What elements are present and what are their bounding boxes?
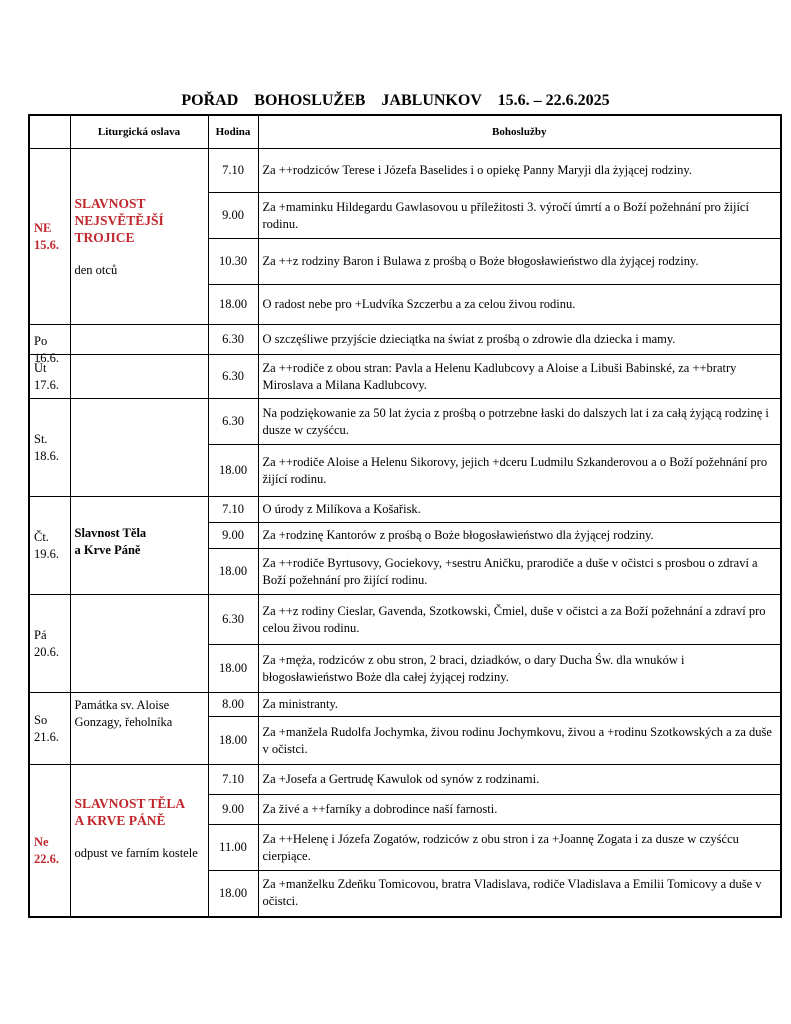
day-cell: Ne 22.6.: [29, 765, 70, 917]
day-cell: Pá 20.6.: [29, 595, 70, 693]
feast-title: SLAVNOST: [74, 195, 146, 211]
service-cell: Za +manžela Rudolfa Jochymka, živou rodinu Jochymkovu, živou a +rodinu Szotkowských a za duše v očistci.: [258, 717, 781, 765]
day-cell: NE 15.6.: [29, 149, 70, 325]
liturgy-cell: [70, 693, 208, 765]
feast-note: odpust ve farním kostele: [74, 846, 198, 860]
service-cell: O úrody z Milíkova a Košařisk.: [258, 497, 781, 523]
hour-cell: 18.00: [208, 717, 258, 765]
table-row: [29, 355, 781, 399]
service-cell: O szczęśliwe przyjście dzieciątka na świat z prośbą o zdrowie dla dziecka i mamy.: [258, 325, 781, 355]
hour-cell: 18.00: [208, 445, 258, 497]
service-cell: Za ministranty.: [258, 693, 781, 717]
day-cell: Po 16.6.: [29, 325, 70, 355]
service-cell: Na podziękowanie za 50 lat życia z prośbą o potrzebne łaski do dalszych lat i za całą żyjącą rodzinę i dusze w czyśćcu.: [258, 399, 781, 445]
hour-cell: 8.00: [208, 693, 258, 717]
hour-cell: 6.30: [208, 325, 258, 355]
feast-title: SLAVNOST TĚLA: [74, 796, 186, 811]
table-row: [29, 497, 781, 523]
hour-cell: 10.30: [208, 239, 258, 285]
hour-cell: 6.30: [208, 355, 258, 399]
hour-cell: 11.00: [208, 825, 258, 871]
feast-title: A KRVE PÁNĚ: [74, 813, 166, 828]
liturgy-cell: [70, 325, 208, 355]
hour-cell: 6.30: [208, 595, 258, 645]
day-cell: St. 18.6.: [29, 399, 70, 497]
service-cell: Za ++Helenę i Józefa Zogatów, rodziców z obu stron i za +Joannę Zogata i za dusze w czyśćcu cierpiące.: [258, 825, 781, 871]
hour-cell: 9.00: [208, 523, 258, 549]
day-cell: Út 17.6.: [29, 355, 70, 399]
table-row: [29, 325, 781, 355]
service-cell: Za ++rodziców Terese i Józefa Baselides i o opiekę Panny Maryji dla żyjącej rodziny.: [258, 149, 781, 193]
page-title: POŘAD BOHOSLUŽEB JABLUNKOV 15.6. – 22.6.2025: [181, 92, 610, 109]
table-row: [29, 595, 781, 645]
feast-title: NEJSVĚTĚJŠÍ: [74, 212, 164, 228]
service-cell: Za +manželku Zdeňku Tomicovou, bratra Vladislava, rodiče Vladislava a Emilii Tomicovy a duše v očistci.: [258, 871, 781, 917]
table-row: [29, 399, 781, 445]
hour-cell: 9.00: [208, 193, 258, 239]
hour-cell: 7.10: [208, 497, 258, 523]
liturgy-cell: [70, 765, 208, 917]
header-day: [29, 115, 70, 149]
hour-cell: 9.00: [208, 795, 258, 825]
hour-cell: 18.00: [208, 871, 258, 917]
schedule-table: [28, 114, 782, 918]
service-cell: Za +rodzinę Kantorów z prośbą o Boże błogosławieństwo dla żyjącej rodziny.: [258, 523, 781, 549]
liturgy-cell: [70, 497, 208, 595]
feast-title: Památka sv. Aloise: [74, 698, 170, 712]
day-cell: Čt. 19.6.: [29, 497, 70, 595]
liturgy-cell: [70, 355, 208, 399]
hour-cell: 18.00: [208, 645, 258, 693]
feast-title: TROJICE: [74, 229, 135, 245]
feast-title: Slavnost Těla: [74, 526, 147, 540]
service-cell: Za ++z rodiny Cieslar, Gavenda, Szotkowski, Čmiel, duše v očistci a za Boží požehnání a zdraví pro celou živou rodinu.: [258, 595, 781, 645]
service-cell: Za ++rodiče Byrtusovy, Gociekovy, +sestru Aničku, prarodiče a duše v očistci s prosbou o zdraví a Boží požehnání pro žijící rodinu.: [258, 549, 781, 595]
feast-title: Gonzagy, řeholníka: [74, 715, 173, 729]
hour-cell: 7.10: [208, 765, 258, 795]
day-cell: So 21.6.: [29, 693, 70, 765]
service-cell: Za ++rodiče Aloise a Helenu Sikorovy, jejich +dceru Ludmilu Szkanderovou a o Boží požehnání pro žijící rodinu.: [258, 445, 781, 497]
service-cell: Za živé a ++farníky a dobrodince naší farnosti.: [258, 795, 781, 825]
liturgy-cell: [70, 399, 208, 497]
service-cell: Za +maminku Hildegardu Gawlasovou u příležitosti 3. výročí úmrtí a o Boží požehnání pro žijící rodinu.: [258, 193, 781, 239]
hour-cell: 18.00: [208, 549, 258, 595]
hour-cell: 7.10: [208, 149, 258, 193]
feast-title: a Krve Páně: [74, 543, 141, 557]
service-cell: Za ++rodiče z obou stran: Pavla a Helenu Kadlubcovy a Aloise a Libuši Babinské, za ++bratry Miroslava a Milana Kadlubcovy.: [258, 355, 781, 399]
hour-cell: 18.00: [208, 285, 258, 325]
liturgy-cell: [70, 595, 208, 693]
service-cell: O radost nebe pro +Ludvíka Szczerbu a za celou živou rodinu.: [258, 285, 781, 325]
service-cell: Za +Josefa a Gertrudę Kawulok od synów z rodzinami.: [258, 765, 781, 795]
header-liturgy: Liturgická oslava: [70, 115, 208, 149]
table-row: [29, 765, 781, 795]
service-cell: Za +męża, rodziców z obu stron, 2 braci, dziadków, o dary Ducha Św. dla wnuków i błogosławieństwo Boże dla całej żyjącej rodziny.: [258, 645, 781, 693]
liturgy-cell: [70, 149, 208, 325]
header-hour: Hodina: [208, 115, 258, 149]
service-cell: Za ++z rodziny Baron i Bulawa z prośbą o Boże błogosławieństwo dla żyjącej rodziny.: [258, 239, 781, 285]
table-row: [29, 149, 781, 193]
table-row: [29, 693, 781, 717]
header-row: [29, 115, 781, 149]
feast-note: den otců: [74, 262, 118, 277]
hour-cell: 6.30: [208, 399, 258, 445]
header-services: Bohoslužby: [258, 115, 781, 149]
